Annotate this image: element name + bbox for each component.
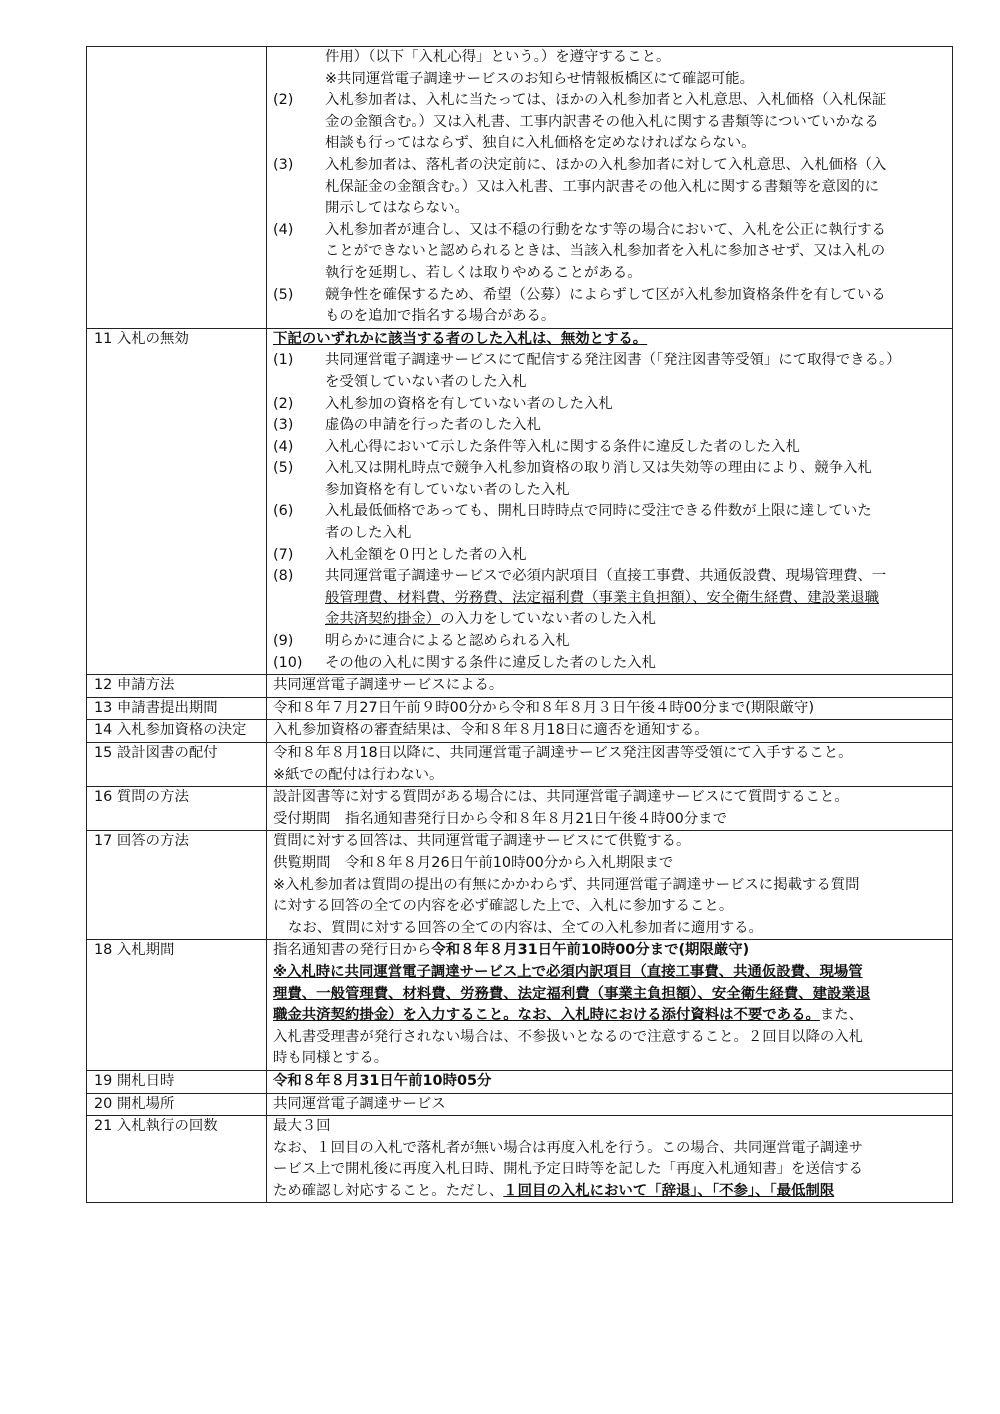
item-line: 金共済契約掛金） <box>325 611 441 628</box>
list-item <box>273 155 946 220</box>
item-line: の入力をしていない者のした入札 <box>440 611 657 628</box>
item-line: 入札参加の資格を有していない者のした入札 <box>325 395 613 412</box>
row-content <box>267 1116 953 1203</box>
table-row <box>87 831 953 940</box>
table-row <box>87 697 953 720</box>
row-text: 受付期間 指名通知書発行日から令和８年８月21日午後４時00分まで <box>273 810 727 827</box>
item-number: (3) <box>273 156 294 173</box>
row-text: ※入札参加者は質問の提出の有無にかかわらず、共同運営電子調達サービスに掲載する質問 <box>273 876 860 893</box>
row-text: また、 <box>819 1007 864 1024</box>
item-number: (6) <box>273 503 294 520</box>
row-content <box>267 940 953 1071</box>
row-content <box>267 675 953 698</box>
row-text: 供覧期間 令和８年８月26日午前10時00分から入札期限まで <box>273 854 674 871</box>
row-content <box>267 328 953 675</box>
item-number: (5) <box>273 460 294 477</box>
deadline-text: 令和８年８月31日午前10時00分まで(期限厳守) <box>431 942 750 959</box>
table-row <box>87 328 953 675</box>
table-row <box>87 1093 953 1116</box>
row-content <box>267 831 953 940</box>
list-item <box>273 653 946 675</box>
row-label: 17 回答の方法 <box>87 831 267 940</box>
list-item <box>273 501 946 544</box>
emphasis-line: ※入札時に共同運営電子調達サービス上で必須内訳項目（直接工事費、共通仮設費、現場管 <box>273 963 863 980</box>
table-row <box>87 940 953 1071</box>
row-text: 入札書受理書が発行されない場合は、不参扱いとなるので注意すること。２回目以降の入札 <box>273 1028 864 1045</box>
item-line: 入札参加者は、落札者の決定前に、ほかの入札参加者に対して入札意思、入札価格（入 <box>325 156 887 173</box>
item-number: (9) <box>273 633 294 650</box>
item-line: その他の入札に関する条件に違反した者のした入札 <box>325 654 656 671</box>
row-text: に対する回答の全ての内容を必ず確認した上で、入札に参加すること。 <box>273 898 734 915</box>
item-number: (8) <box>273 568 294 585</box>
list-item <box>273 437 946 459</box>
row-content <box>267 47 953 329</box>
item-line: 競争性を確保するため、希望（公募）によらずして区が入札参加資格条件を有している <box>325 286 886 303</box>
row-content <box>267 1070 953 1093</box>
row-text: 令和８年７月27日午前９時00分から令和８年８月３日午後４時00分まで(期限厳守) <box>273 699 815 716</box>
note-line: ※共同運営電子調達サービスのお知らせ情報板橋区にて確認可能。 <box>325 70 754 87</box>
row-label: 16 質問の方法 <box>87 787 267 831</box>
table-row <box>87 743 953 787</box>
lead-text: 下記のいずれかに該当する者のした入札は、無効とする。 <box>273 330 648 347</box>
row-text: なお、質問に対する回答の全ての内容は、全ての入札参加者に適用する。 <box>288 919 763 936</box>
item-line: 入札又は開札時点で競争入札参加資格の取り消し又は失効等の理由により、競争入札 <box>325 460 872 477</box>
item-line: 相談も行ってはならず、独自に入札価格を定めなければならない。 <box>325 135 756 152</box>
item-number: (3) <box>273 417 294 434</box>
item-line: 入札参加者は、入札に当たっては、ほかの入札参加者と入札意思、入札価格（入札保証 <box>325 92 887 109</box>
item-list <box>273 90 946 328</box>
row-content <box>267 743 953 787</box>
item-number: (4) <box>273 438 294 455</box>
row-label: 12 申請方法 <box>87 675 267 698</box>
row-text: 共同運営電子調達サービス <box>273 1095 446 1112</box>
item-line: 入札最低価格であっても、開札日時時点で同時に受注できる件数が上限に達していた <box>325 503 872 520</box>
emphasis-line: 理費、一般管理費、材料費、労務費、法定福利費（事業主負担額）、安全衛生経費、建設業退 <box>273 985 871 1002</box>
row-label: 14 入札参加資格の決定 <box>87 720 267 743</box>
item-line: ことができないと認められるときは、当該入札参加者を入札に参加させず、又は入札の <box>325 243 886 260</box>
item-line: 共同運営電子調達サービスにて配信する発注図書（「発注図書等受領」にて取得できる。） <box>325 352 901 369</box>
item-line: 明らかに連合によると認められる入札 <box>325 633 570 650</box>
row-text: 最大３回 <box>273 1118 331 1135</box>
row-text: ービス上で開札後に再度入札日時、開札予定日時等を記した「再度入札通知書」を送信する <box>273 1161 864 1178</box>
item-line: ものを追加で指名する場合がある。 <box>325 308 556 325</box>
item-line: 開示してはならない。 <box>325 200 469 217</box>
table-row <box>87 787 953 831</box>
row-text: 時も同様とする。 <box>273 1050 389 1067</box>
item-list <box>273 631 946 674</box>
list-item <box>273 415 946 437</box>
item-line: 般管理費、材料費、労務費、法定福利費（事業主負担額）、安全衛生経費、建設業退職 <box>325 589 880 606</box>
list-item <box>273 285 946 328</box>
row-label <box>87 47 267 329</box>
row-label: 13 申請書提出期間 <box>87 697 267 720</box>
item-line: 入札心得において示した条件等入札に関する条件に違反した者のした入札 <box>325 438 800 455</box>
row-text: 質問に対する回答は、共同運営電子調達サービスにて供覧する。 <box>273 833 691 850</box>
item-line: 者のした入札 <box>325 525 412 542</box>
row-text: 入札参加資格の審査結果は、令和８年８月18日に適否を通知する。 <box>273 722 709 739</box>
list-item <box>273 220 946 285</box>
item-number: (2) <box>273 92 294 109</box>
table-row <box>87 720 953 743</box>
row-label: 20 開札場所 <box>87 1093 267 1116</box>
list-item <box>273 458 946 501</box>
bid-conditions-table <box>86 46 953 1203</box>
row-label: 15 設計図書の配付 <box>87 743 267 787</box>
row-label: 11 入札の無効 <box>87 328 267 675</box>
list-item <box>273 631 946 653</box>
item-list <box>273 350 946 566</box>
item-line: 入札金額を０円とした者の入札 <box>325 546 527 563</box>
item-number: (7) <box>273 546 294 563</box>
table-row <box>87 47 953 329</box>
row-label: 19 開札日時 <box>87 1070 267 1093</box>
continuation-line: 件用）（以下「入札心得」という。）を遵守すること。 <box>325 49 671 65</box>
row-text: 令和８年８月31日午前10時05分 <box>273 1072 492 1089</box>
row-content <box>267 720 953 743</box>
item-number: (1) <box>273 352 294 369</box>
row-text: 設計図書等に対する質問がある場合には、共同運営電子調達サービスにて質問すること。 <box>273 789 849 806</box>
item-line: を受領していない者のした入札 <box>325 373 527 390</box>
item-line: 金の金額含む。）又は入札書、工事内訳書その他入札に関する書類等についていかなる <box>325 113 879 130</box>
item-line: 参加資格を有していない者のした入札 <box>325 481 570 498</box>
row-text: ため確認し対応すること。ただし、 <box>273 1182 504 1199</box>
list-item <box>273 566 946 631</box>
emphasis-line: 職金共済契約掛金）を入力すること。なお、入札時における添付資料は不要である。 <box>273 1007 820 1024</box>
document-sheet <box>86 46 953 1203</box>
item-line: 札保証金の金額含む。）又は入札書、工事内訳書その他入札に関する書類等を意図的に <box>325 178 880 195</box>
row-text: ※紙での配付は行わない。 <box>273 766 444 783</box>
row-text: 令和８年８月18日以降に、共同運営電子調達サービス発注図書等受領にて入手すること。 <box>273 745 853 761</box>
row-content <box>267 1093 953 1116</box>
row-text: 指名通知書の発行日から <box>273 942 432 959</box>
emphasis-line: １回目の入札において「辞退」、「不参」、「最低制限 <box>503 1182 835 1199</box>
row-text: 共同運営電子調達サービスによる。 <box>273 677 504 694</box>
table-row <box>87 1116 953 1203</box>
item-line: 入札参加者が連合し、又は不穏の行動をなす等の場合において、入札を公正に執行する <box>325 221 886 238</box>
list-item <box>273 350 946 393</box>
row-text: なお、１回目の入札で落札者が無い場合は再度入札を行う。この場合、共同運営電子調達サ <box>273 1139 864 1156</box>
list-item <box>273 90 946 155</box>
item-number: (4) <box>273 221 294 238</box>
row-label: 21 入札執行の回数 <box>87 1116 267 1203</box>
item-number: (10) <box>273 654 303 671</box>
row-content <box>267 787 953 831</box>
row-label: 18 入札期間 <box>87 940 267 1071</box>
list-item <box>273 394 946 416</box>
table-row <box>87 675 953 698</box>
item-number: (2) <box>273 395 294 412</box>
item-line: 執行を延期し、若しくは取りやめることがある。 <box>325 264 642 281</box>
list-item <box>273 545 946 567</box>
item-number: (5) <box>273 286 294 303</box>
item-line: 虚偽の申請を行った者のした入札 <box>325 417 541 434</box>
row-content <box>267 697 953 720</box>
table-row <box>87 1070 953 1093</box>
item-line: 共同運営電子調達サービスで必須内訳項目（直接工事費、共通仮設費、現場管理費、一 <box>325 568 887 585</box>
